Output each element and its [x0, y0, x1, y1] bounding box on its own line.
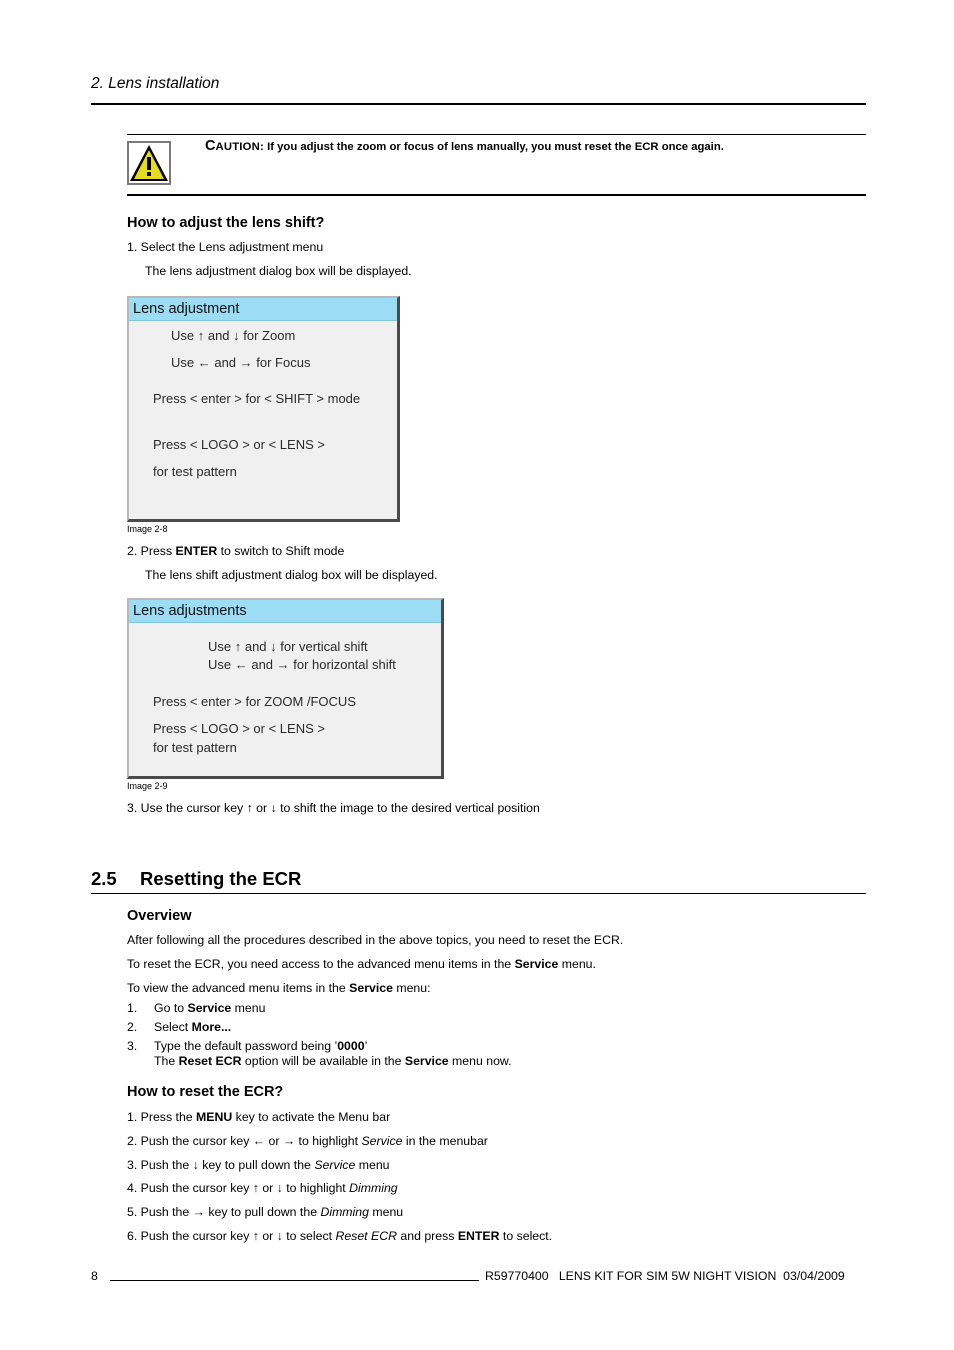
dialog-line: Use ↑ and ↓ for vertical shift: [208, 639, 368, 654]
image-caption: Image 2-9: [127, 781, 168, 791]
caution-message: If you adjust the zoom or focus of lens manually, you must reset the ECR once again.: [267, 141, 724, 153]
dialog-title: Lens adjustments: [133, 603, 247, 619]
sub-step: Type the default password being ’0000’: [154, 1039, 368, 1053]
reset-step: 1. Press the MENU key to activate the Menu bar: [127, 1110, 391, 1124]
caution-label: AUTION:: [215, 141, 264, 153]
dialog-title: Lens adjustment: [133, 301, 240, 317]
overview-paragraph-2: To reset the ECR, you need access to the advanced menu items in the Service menu.: [127, 957, 596, 971]
dialog-line: Press < LOGO > or < LENS >: [153, 437, 325, 452]
header-rule: [91, 103, 866, 105]
dialog-line: Use ← and → for horizontal shift: [208, 657, 396, 672]
overview-paragraph-1: After following all the procedures described in the above topics, you need to reset the ECR.: [127, 933, 624, 947]
dialog-title-bar: [129, 600, 441, 623]
dialog-line: Use ↑ and ↓ for Zoom: [171, 328, 296, 343]
overview-heading: Overview: [127, 908, 192, 924]
dialog-line: Press < LOGO > or < LENS >: [153, 721, 325, 736]
section-title: Resetting the ECR: [140, 868, 302, 889]
reset-step: 3. Push the ↓ key to pull down the Service menu: [127, 1158, 390, 1172]
sub-step: Select More...: [154, 1020, 232, 1034]
reset-step: 6. Push the cursor key ↑ or ↓ to select Reset ECR and press ENTER to select.: [127, 1229, 553, 1243]
reset-step: 2. Push the cursor key ← or → to highlight Service in the menubar: [127, 1134, 488, 1148]
sub-step: Go to Service menu: [154, 1001, 266, 1015]
dialog-title-bar: [129, 298, 397, 321]
reset-step: 4. Push the cursor key ↑ or ↓ to highlight Dimming: [127, 1181, 398, 1195]
overview-paragraph-3: To view the advanced menu items in the Service menu:: [127, 981, 431, 995]
dialog-line: for test pattern: [153, 740, 237, 755]
caution-initial: C: [205, 138, 216, 154]
sub-step-number: 1.: [127, 1001, 138, 1015]
footer-rule: [110, 1280, 479, 1281]
shift-step-2: 2. Press ENTER to switch to Shift mode: [127, 544, 345, 558]
lens-adjustment-dialog: [127, 296, 400, 522]
page-number: 8: [91, 1269, 98, 1283]
sub-step-number: 3.: [127, 1039, 138, 1053]
shift-step-1-note: The lens adjustment dialog box will be displayed.: [145, 264, 412, 278]
shift-step-2-note: The lens shift adjustment dialog box will be displayed.: [145, 568, 438, 582]
reset-ecr-heading: How to reset the ECR?: [127, 1084, 284, 1100]
shift-step-3: 3. Use the cursor key ↑ or ↓ to shift the image to the desired vertical position: [127, 801, 540, 815]
dialog-line: Use ← and → for Focus: [171, 355, 311, 370]
shift-step-1: 1. Select the Lens adjustment menu: [127, 240, 324, 254]
dialog-line: for test pattern: [153, 464, 237, 479]
sub-step-note: The Reset ECR option will be available in the Service menu now.: [154, 1054, 512, 1068]
running-header: 2. Lens installation: [91, 75, 220, 92]
lens-adjustments-dialog: [127, 598, 444, 779]
section-number: 2.5: [91, 868, 117, 889]
caution-bottom-rule: [127, 194, 866, 196]
image-caption: Image 2-8: [127, 524, 168, 534]
caution-top-rule: [127, 134, 866, 135]
caution-text: [205, 138, 724, 154]
lens-shift-heading: How to adjust the lens shift?: [127, 215, 325, 231]
warning-icon: [127, 141, 171, 185]
reset-step: 5. Push the → key to pull down the Dimming menu: [127, 1205, 404, 1219]
dialog-line: Press < enter > for ZOOM /FOCUS: [153, 694, 356, 709]
section-rule: [91, 893, 866, 894]
sub-step-number: 2.: [127, 1020, 138, 1034]
dialog-line: Press < enter > for < SHIFT > mode: [153, 391, 361, 406]
footer-text: R59770400 LENS KIT FOR SIM 5W NIGHT VISION 03/04/2009: [485, 1269, 845, 1283]
